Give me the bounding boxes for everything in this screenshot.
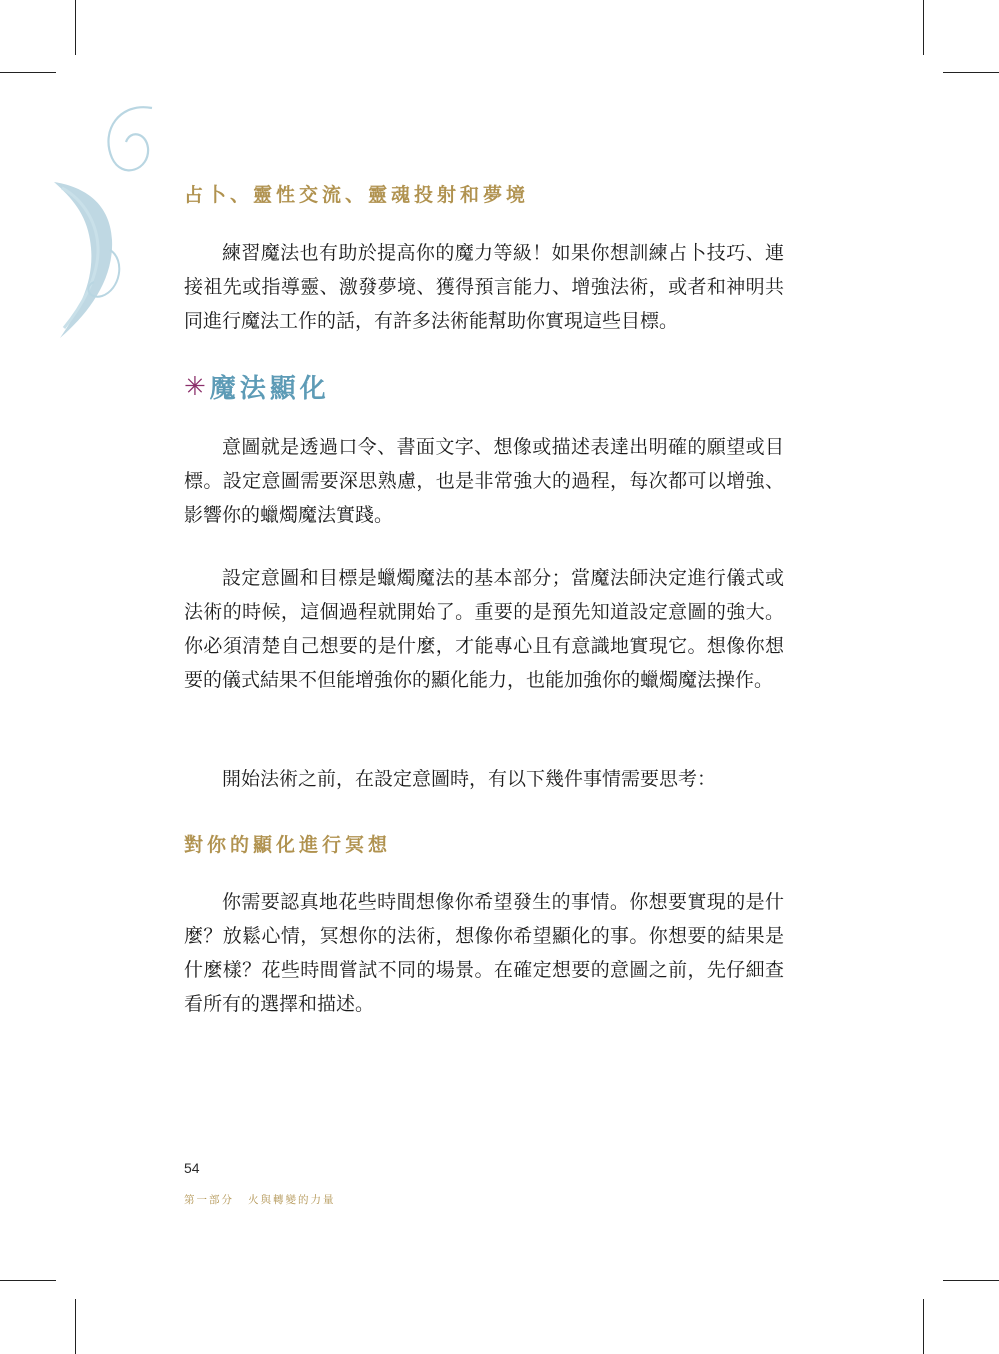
section-title-text: 魔法顯化 (209, 374, 330, 404)
swirl-ornament-icon (40, 100, 180, 350)
page-number: 54 (184, 1160, 200, 1176)
section-title-manifestation (184, 368, 330, 405)
paragraph-intention-setting: 設定意圖和目標是蠟燭魔法的基本部分；當魔法師決定進行儀式或法術的時候，這個過程就開始了。重要的是預先知道設定意圖的強大。你必須清楚自己想要的是什麼，才能專心且有意識地實現它。想像你想要的儀式結果不但能增強你的顯化能力，也能加強你的蠟燭魔法操作。 (184, 567, 784, 691)
subheading-meditate: 對你的顯化進行冥想 (184, 834, 392, 856)
paragraph-things-to-consider: 開始法術之前，在設定意圖時，有以下幾件事情需要思考： (222, 768, 717, 790)
crop-mark-top-left (75, 0, 76, 55)
paragraph-intention-definition: 意圖就是透過口令、書面文字、想像或描述表達出明確的願望或目標。設定意圖需要深思熟慮，也是非常強大的過程，每次都可以增強、影響你的蠟燭魔法實踐。 (184, 436, 784, 526)
subheading-divination: 占卜、靈性交流、靈魂投射和夢境 (184, 184, 530, 206)
crop-mark-bottom-left-h (0, 1280, 56, 1281)
crop-mark-bottom-left (75, 1299, 76, 1354)
footer-part-title: 火與轉變的力量 (248, 1194, 336, 1206)
crop-mark-top-right-h (943, 72, 999, 73)
running-footer (184, 1192, 336, 1207)
paragraph-magic-practice: 練習魔法也有助於提高你的魔力等級！如果你想訓練占卜技巧、連接祖先或指導靈、激發夢境、獲得預言能力、增強法術，或者和神明共同進行魔法工作的話，有許多法術能幫助你實現這些目標。 (184, 242, 784, 332)
crop-mark-top-left-h (0, 72, 56, 73)
footer-part: 第一部分 (184, 1194, 234, 1206)
crop-mark-bottom-right (923, 1299, 924, 1354)
paragraph-meditation: 你需要認真地花些時間想像你希望發生的事情。你想要實現的是什麼？放鬆心情，冥想你的法術，想像你希望顯化的事。你想要的結果是什麼樣？花些時間嘗試不同的場景。在確定想要的意圖之前，先仔細查看所有的選擇和描述。 (184, 891, 784, 1015)
crop-mark-top-right (923, 0, 924, 55)
crop-mark-bottom-right-h (943, 1280, 999, 1281)
asterisk-star-icon: ✳ (184, 371, 206, 402)
